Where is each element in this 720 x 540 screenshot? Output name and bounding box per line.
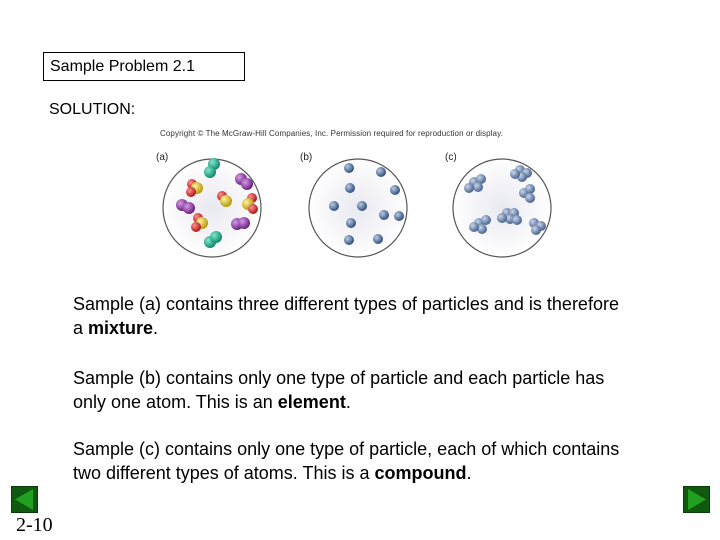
compound-term: compound <box>374 463 467 483</box>
explanation-c <box>73 437 633 485</box>
explanation-b-end: . <box>345 392 351 412</box>
panel-label-c: (c) <box>445 152 457 163</box>
explanation-c-end: . <box>466 463 472 483</box>
panel-label-b: (b) <box>300 152 313 163</box>
explanation-a <box>73 292 633 340</box>
sample-problem-title: Sample Problem 2.1 <box>43 52 245 81</box>
next-slide-button[interactable] <box>683 486 710 513</box>
panel-a-mixture <box>163 158 261 257</box>
triangle-right-icon <box>683 486 710 513</box>
explanation-c-text: Sample (c) contains only one type of particle, each of which contains two different types of atoms. This is a <box>73 439 620 483</box>
particle-figure <box>152 126 552 276</box>
explanation-a-text: Sample (a) contains three different types of particles and is therefore a <box>73 294 619 338</box>
panel-label-a: (a) <box>156 152 169 163</box>
explanation-b-text: Sample (b) contains only one type of particle and each particle has only one atom. This is an <box>73 368 605 412</box>
mixture-term: mixture <box>88 318 154 338</box>
explanation-b <box>73 366 633 414</box>
copyright-notice: Copyright © The McGraw-Hill Companies, Inc. Permission required for reproduction or display. <box>160 129 503 138</box>
page-number: 2-10 <box>16 514 53 536</box>
previous-slide-button[interactable] <box>11 486 38 513</box>
element-term: element <box>277 392 346 412</box>
explanation-a-end: . <box>153 318 159 338</box>
panel-b-element <box>309 159 407 257</box>
triangle-left-icon <box>11 486 38 513</box>
panel-c-compound <box>453 159 551 257</box>
particle-diagrams <box>152 126 552 276</box>
solution-label: SOLUTION: <box>49 101 136 118</box>
